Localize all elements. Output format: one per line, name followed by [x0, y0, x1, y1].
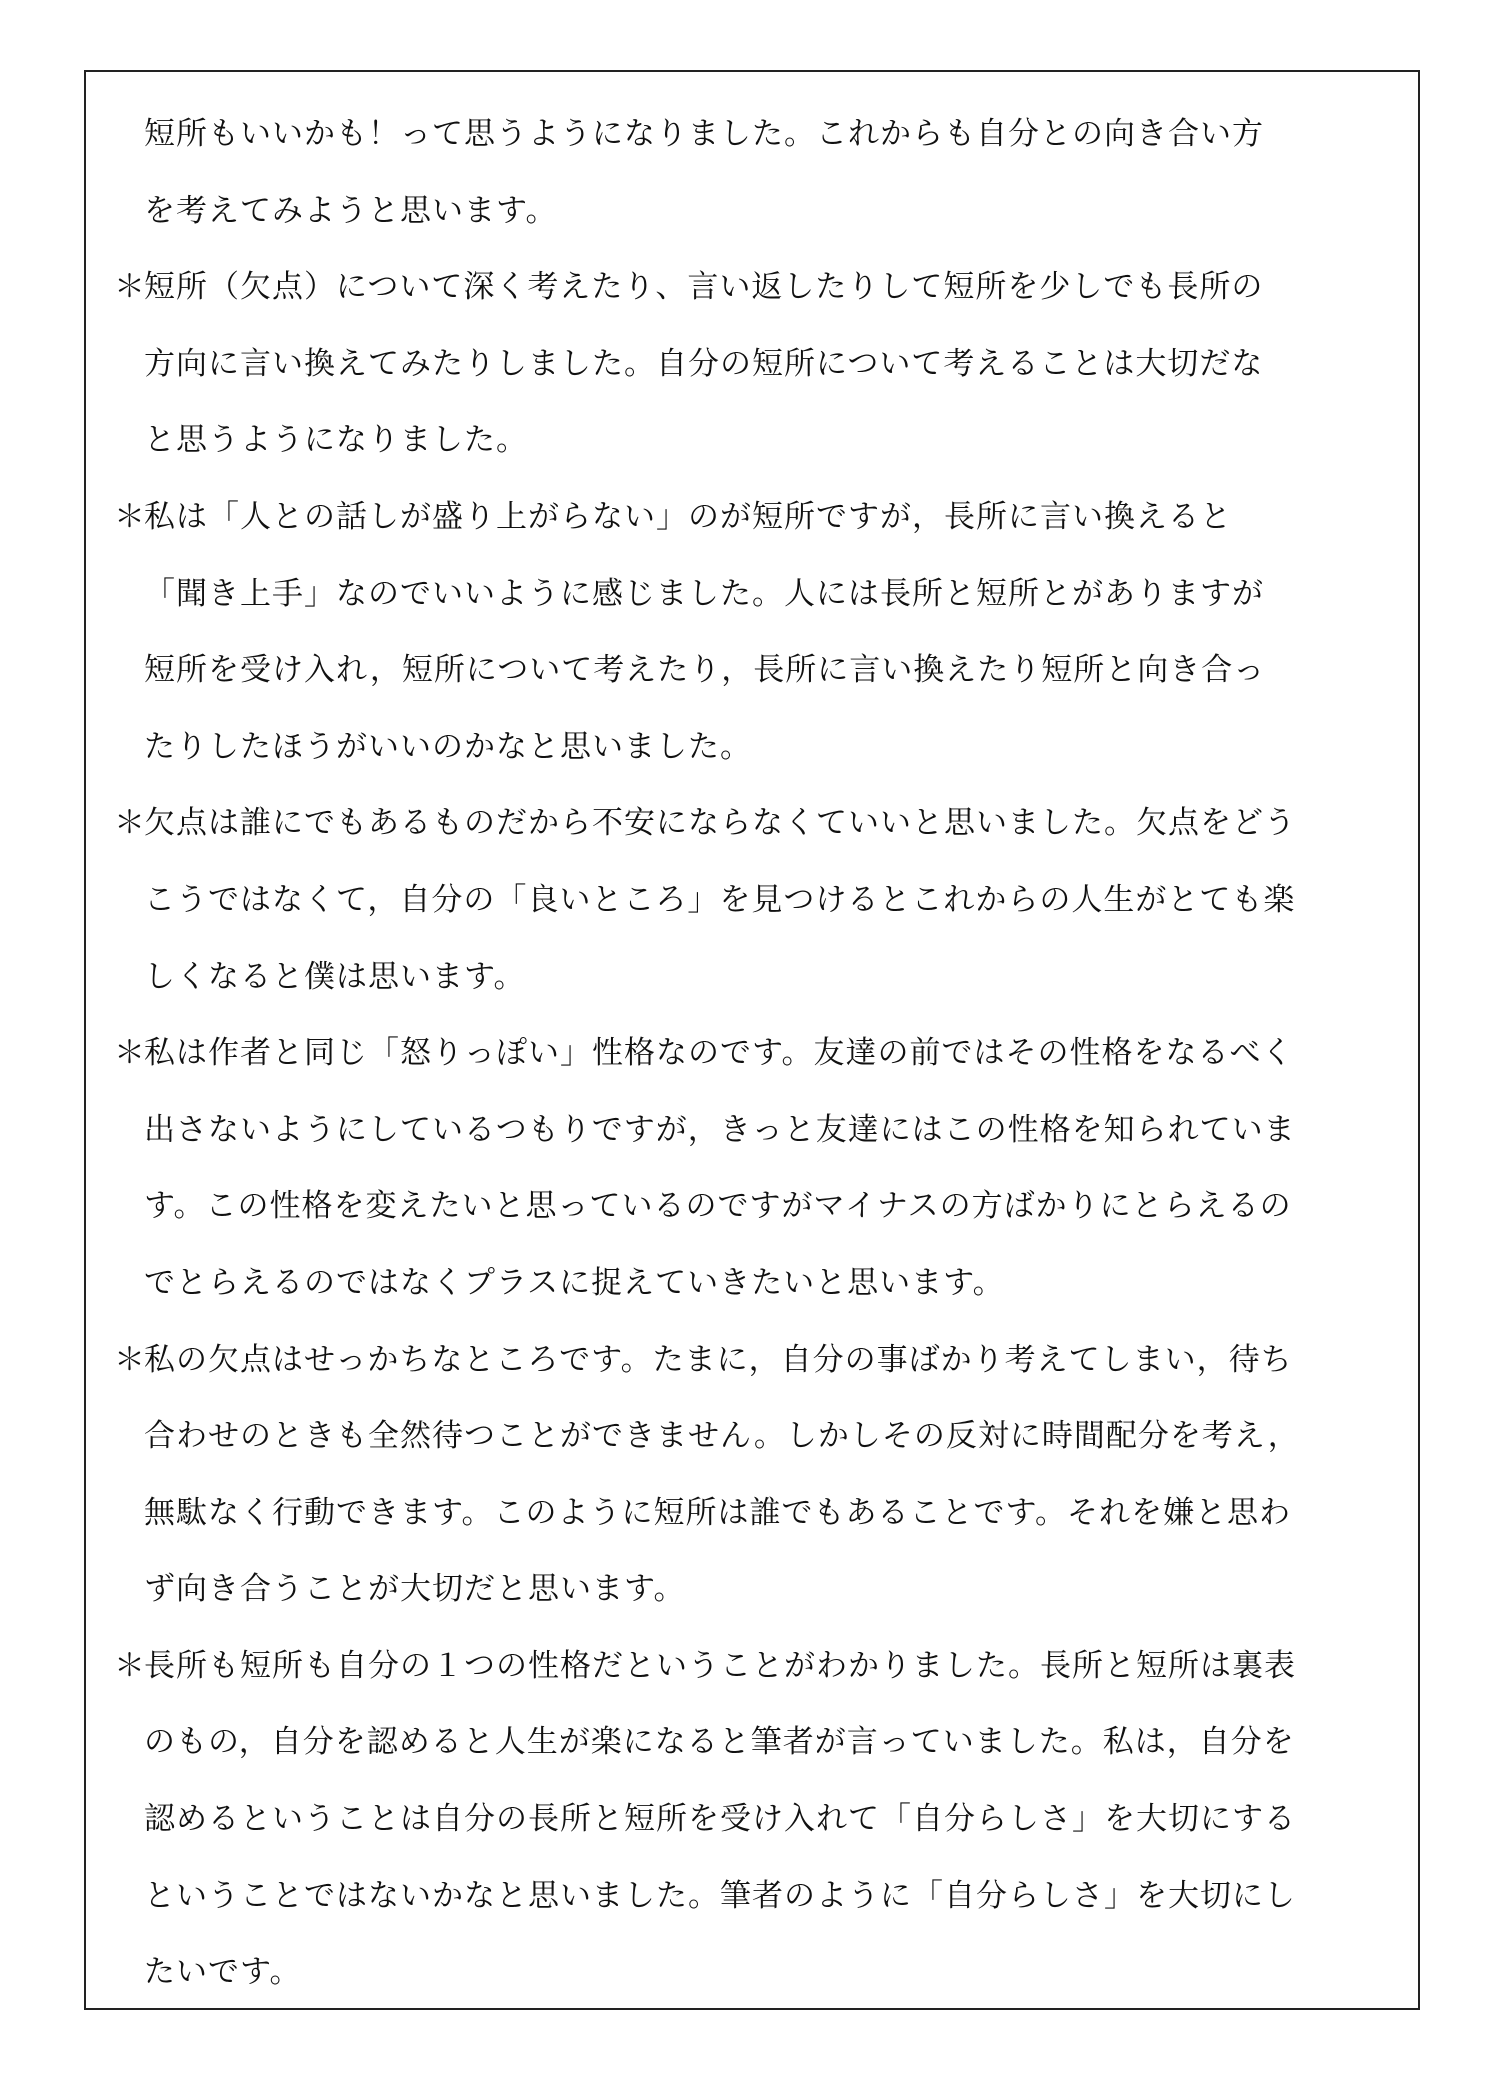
- text-line: [114, 1475, 1390, 1552]
- line-text: ず向き合うことが大切だと思います。: [144, 1571, 686, 1608]
- comment-list: [86, 72, 1418, 2011]
- line-text: 短所を受け入れ，短所について考えたり，長所に言い換えたり短所と向き合っ: [144, 652, 1266, 689]
- text-line: [114, 173, 1390, 250]
- line-text: 出さないようにしているつもりですが，きっと友達にはこの性格を知られていま: [144, 1111, 1296, 1148]
- text-line: [114, 1628, 1390, 1705]
- line-text: 方向に言い換えてみたりしました。自分の短所について考えることは大切だな: [144, 345, 1264, 382]
- text-line: [114, 402, 1390, 479]
- line-text: 私は「人との話しが盛り上がらない」のが短所ですが，長所に言い換えると: [144, 498, 1232, 535]
- text-line: [114, 1858, 1390, 1935]
- comment-entry: [114, 1628, 1390, 2011]
- text-line: [114, 479, 1390, 556]
- bullet-asterisk: ＊: [114, 498, 146, 535]
- line-text: 私は作者と同じ「怒りっぽい」性格なのです。友達の前ではその性格をなるべく: [144, 1035, 1294, 1072]
- text-line: [114, 1168, 1390, 1245]
- comment-entry: [114, 1322, 1390, 1628]
- line-text: 私の欠点はせっかちなところです。たまに，自分の事ばかり考えてしまい，待ち: [144, 1341, 1293, 1378]
- text-line: [114, 1781, 1390, 1858]
- text-line: [114, 1245, 1390, 1322]
- comment-entry: [114, 479, 1390, 785]
- text-line: [114, 939, 1390, 1016]
- bullet-asterisk: ＊: [114, 1035, 146, 1072]
- text-line: [114, 1015, 1390, 1092]
- text-line: [114, 326, 1390, 403]
- line-text: 短所（欠点）について深く考えたり、言い返したりして短所を少しでも長所の: [144, 269, 1264, 306]
- line-text: しくなると僕は思います。: [144, 958, 526, 995]
- text-line: [114, 1704, 1390, 1781]
- text-line: [114, 1322, 1390, 1399]
- comment-entry: [114, 96, 1390, 249]
- line-text: たりしたほうがいいのかなと思いました。: [144, 728, 752, 765]
- line-text: のもの，自分を認めると人生が楽になると筆者が言っていました。私は，自分を: [144, 1724, 1295, 1761]
- bullet-asterisk: ＊: [114, 1341, 146, 1378]
- text-line: [114, 249, 1390, 326]
- text-line: [114, 1398, 1390, 1475]
- line-text: を考えてみようと思います。: [144, 192, 558, 229]
- line-text: す。この性格を変えたいと思っているのですがマイナスの方ばかりにとらえるの: [144, 1188, 1292, 1225]
- line-text: 無駄なく行動できます。このように短所は誰でもあることです。それを嫌と思わ: [144, 1494, 1292, 1531]
- line-text: 認めるということは自分の長所と短所を受け入れて「自分らしさ」を大切にする: [144, 1801, 1296, 1838]
- line-text: 短所もいいかも！って思うようになりました。これからも自分との向き合い方: [144, 116, 1264, 152]
- text-line: [114, 709, 1390, 786]
- bullet-asterisk: ＊: [114, 805, 146, 842]
- text-line: [114, 862, 1390, 939]
- text-line: [114, 1934, 1390, 2011]
- line-text: と思うようになりました。: [144, 422, 528, 459]
- text-line: [114, 1551, 1390, 1628]
- bullet-asterisk: ＊: [114, 269, 146, 306]
- document-frame: [84, 70, 1420, 2010]
- bullet-asterisk: ＊: [114, 1647, 146, 1684]
- text-line: [114, 556, 1390, 633]
- line-text: 合わせのときも全然待つことができません。しかしその反対に時間配分を考え，: [144, 1418, 1300, 1455]
- line-text: 長所も短所も自分の１つの性格だということがわかりました。長所と短所は裏表: [144, 1647, 1296, 1684]
- line-text: 欠点は誰にでもあるものだから不安にならなくていいと思いました。欠点をどう: [144, 805, 1296, 842]
- line-text: たいです。: [144, 1954, 302, 1991]
- comment-entry: [114, 1015, 1390, 1321]
- line-text: 「聞き上手」なのでいいように感じました。人には長所と短所とがありますが: [144, 575, 1264, 612]
- text-line: [114, 96, 1390, 173]
- text-line: [114, 1092, 1390, 1169]
- comment-entry: [114, 785, 1390, 1015]
- text-line: [114, 785, 1390, 862]
- line-text: でとらえるのではなくプラスに捉えていきたいと思います。: [144, 1264, 1005, 1301]
- text-line: [114, 632, 1390, 709]
- line-text: こうではなくて，自分の「良いところ」を見つけるとこれからの人生がとても楽: [144, 881, 1296, 918]
- comment-entry: [114, 249, 1390, 479]
- line-text: ということではないかなと思いました。筆者のように「自分らしさ」を大切にし: [144, 1877, 1296, 1914]
